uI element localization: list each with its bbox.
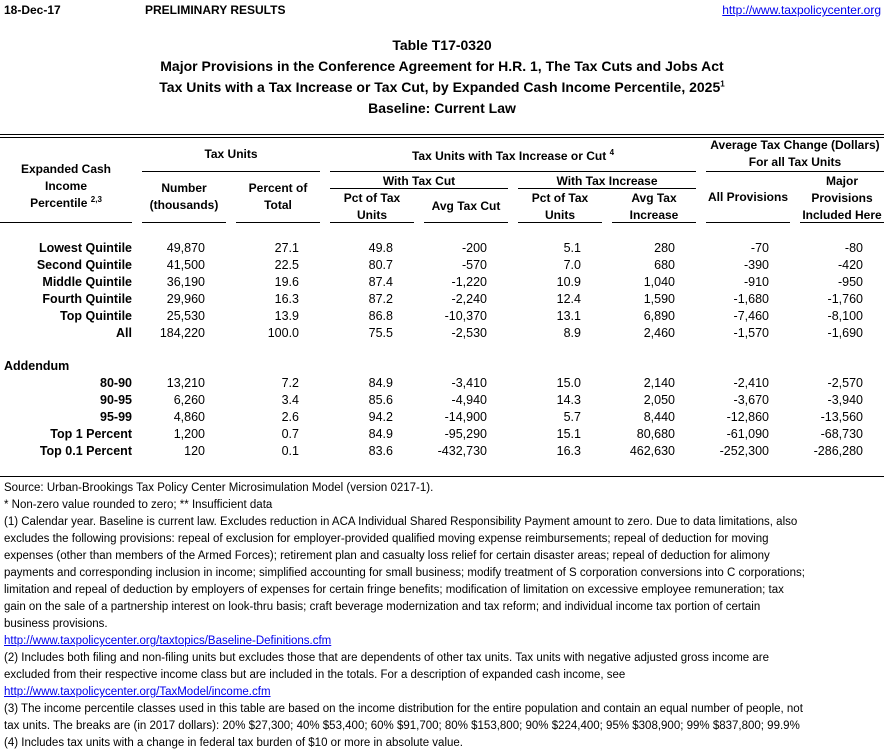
cell-cut-avg: -570 <box>461 258 487 272</box>
cell-inc-pct: 16.3 <box>556 444 581 458</box>
note-1-line: limitation and repeal of deduction by employers of expenses for certain fringe benefits; modification of limitation on excessive employee remuneration; tax <box>4 584 784 596</box>
cell-number: 6,260 <box>173 393 205 407</box>
table-row <box>0 443 884 460</box>
cell-all: -1,680 <box>733 292 769 306</box>
cell-inc-avg: 2,460 <box>643 326 675 340</box>
cell-cut-pct: 94.2 <box>368 410 393 424</box>
bottom-rule <box>0 476 884 477</box>
report-status: PRELIMINARY RESULTS <box>145 3 286 17</box>
cell-inc-pct: 14.3 <box>556 393 581 407</box>
cell-cut-avg: -10,370 <box>444 309 487 323</box>
rule <box>706 171 884 172</box>
cell-major: -68,730 <box>820 427 863 441</box>
note-4: (4) Includes tax units with a change in federal tax burden of $10 or more in absolute value. <box>4 737 463 749</box>
rule <box>330 188 508 189</box>
cell-number: 49,870 <box>166 241 205 255</box>
cell-number: 41,500 <box>166 258 205 272</box>
baseline-definitions-link[interactable]: http://www.taxpolicycenter.org/taxtopics/Baseline-Definitions.cfm <box>4 635 332 647</box>
rule <box>330 171 696 172</box>
cell-number: 36,190 <box>166 275 205 289</box>
table-row <box>0 257 884 274</box>
rule <box>612 222 696 223</box>
footnotes <box>4 480 882 749</box>
cell-inc-avg: 8,440 <box>643 410 675 424</box>
cell-all: -2,410 <box>733 376 769 390</box>
rule <box>142 222 226 223</box>
cell-cut-avg: -14,900 <box>444 410 487 424</box>
row-label: Top 0.1 Percent <box>39 444 132 458</box>
cell-number: 120 <box>184 444 205 458</box>
title-line-2: Tax Units with a Tax Increase or Tax Cut, by Expanded Cash Income Percentile, 2025$^1$ <box>159 79 725 95</box>
cell-cut-avg: -1,220 <box>451 275 487 289</box>
major-provisions-header: Major Provisions Included Here <box>802 174 882 222</box>
report-date: 18-Dec-17 <box>4 3 61 17</box>
cut-pct-units-header: Pct of Tax Units <box>343 191 401 222</box>
table-row <box>0 375 884 392</box>
cell-cut-pct: 80.7 <box>368 258 393 272</box>
cell-number: 1,200 <box>173 427 205 441</box>
note-1-line: excludes the following provisions: repeal of exclusion for employer-provided qualified moving expense reimbursements; repeal of deduction for moving <box>4 533 769 545</box>
cell-inc-avg: 2,050 <box>643 393 675 407</box>
table-row <box>0 291 884 308</box>
tax-units-group-header: Tax Units <box>204 147 258 161</box>
cell-cut-pct: 84.9 <box>368 376 393 390</box>
cell-number: 13,210 <box>166 376 205 390</box>
cell-cut-avg: -4,940 <box>451 393 487 407</box>
table-row <box>0 240 884 257</box>
cell-cut-pct: 85.6 <box>368 393 393 407</box>
all-provisions-header: All Provisions <box>707 190 789 204</box>
row-label: 90-95 <box>100 393 132 407</box>
cell-cut-pct: 87.4 <box>368 275 393 289</box>
cell-major: -13,560 <box>820 410 863 424</box>
cell-pct-total: 100.0 <box>267 326 299 340</box>
cell-major: -1,690 <box>827 326 863 340</box>
cell-major: -3,940 <box>827 393 863 407</box>
row-label: Top 1 Percent <box>50 427 132 441</box>
percent-total-header: Percent of Total <box>248 181 308 212</box>
header-url-link[interactable]: http://www.taxpolicycenter.org <box>722 3 881 17</box>
cell-inc-pct: 15.1 <box>556 427 581 441</box>
cell-major: -2,570 <box>827 376 863 390</box>
cell-cut-avg: -432,730 <box>437 444 487 458</box>
cell-cut-avg: -2,240 <box>451 292 487 306</box>
cell-pct-total: 16.3 <box>274 292 299 306</box>
cell-major: -286,280 <box>813 444 863 458</box>
avg-tax-change-group-header: Average Tax Change (Dollars) For all Tax Units <box>710 138 880 169</box>
table-row <box>0 392 884 409</box>
note-3-line: tax units. The breaks are (in 2017 dollars): 20% $27,300; 40% $53,400; 60% $91,700; 80% $153,800; 90% $224,400; 95% $308,900; 99% $837,800; 99.9% <box>4 720 800 732</box>
cell-pct-total: 0.1 <box>281 444 299 458</box>
number-header: Number (thousands) <box>149 181 219 212</box>
cell-pct-total: 7.2 <box>281 376 299 390</box>
cell-inc-avg: 1,040 <box>643 275 675 289</box>
cell-inc-pct: 5.1 <box>563 241 581 255</box>
cell-major: -420 <box>837 258 863 272</box>
row-label: All <box>116 326 132 340</box>
cell-all: -3,670 <box>733 393 769 407</box>
cell-cut-pct: 75.5 <box>368 326 393 340</box>
cell-cut-pct: 49.8 <box>368 241 393 255</box>
rule <box>518 222 602 223</box>
cell-cut-pct: 83.6 <box>368 444 393 458</box>
note-3-line: (3) The income percentile classes used in this table are based on the income distribution for the entire population and contain an equal number of people, not <box>4 703 803 715</box>
cell-number: 4,860 <box>173 410 205 424</box>
cell-all: -61,090 <box>726 427 769 441</box>
cell-inc-avg: 680 <box>654 258 675 272</box>
row-label: 95-99 <box>100 410 132 424</box>
cell-inc-avg: 80,680 <box>636 427 675 441</box>
cell-pct-total: 2.6 <box>281 410 299 424</box>
cell-all: -252,300 <box>719 444 769 458</box>
source-note: Source: Urban-Brookings Tax Policy Center Microsimulation Model (version 0217-1). <box>4 482 434 494</box>
rule <box>142 171 320 172</box>
cell-inc-pct: 8.9 <box>563 326 581 340</box>
addendum-label: Addendum <box>4 359 70 373</box>
title-line-1: Major Provisions in the Conference Agreement for H.R. 1, The Tax Cuts and Jobs Act <box>160 58 724 74</box>
cell-inc-avg: 1,590 <box>643 292 675 306</box>
cell-pct-total: 27.1 <box>274 241 299 255</box>
rule <box>330 222 414 223</box>
cell-major: -1,760 <box>827 292 863 306</box>
income-definition-link[interactable]: http://www.taxpolicycenter.org/TaxModel/income.cfm <box>4 686 271 698</box>
avg-tax-increase-header: Avg Tax Increase <box>629 191 679 222</box>
title-line-3: Baseline: Current Law <box>368 100 516 116</box>
cell-cut-avg: -95,290 <box>444 427 487 441</box>
cell-cut-pct: 84.9 <box>368 427 393 441</box>
note-1-line: (1) Calendar year. Baseline is current law. Excludes reduction in ACA Individual Shared Responsibility Payment amount to zero. Due to data limitations, also <box>4 516 798 528</box>
cell-cut-pct: 86.8 <box>368 309 393 323</box>
increase-cut-group-header: Tax Units with Tax Increase or Cut $^4$ <box>411 148 615 163</box>
note-1-line: business provisions. <box>4 618 108 630</box>
cell-inc-pct: 5.7 <box>563 410 581 424</box>
cell-inc-pct: 10.9 <box>556 275 581 289</box>
top-rule <box>0 134 884 135</box>
rule <box>518 188 696 189</box>
row-label: Middle Quintile <box>42 275 132 289</box>
cell-pct-total: 0.7 <box>281 427 299 441</box>
note-2-line: (2) Includes both filing and non-filing units but excludes those that are dependents of other tax units. Tax units with negative adjusted gross income are <box>4 652 770 664</box>
cell-pct-total: 19.6 <box>274 275 299 289</box>
cell-inc-pct: 12.4 <box>556 292 581 306</box>
rule <box>236 222 320 223</box>
row-label: Top Quintile <box>60 309 132 323</box>
table-row <box>0 325 884 342</box>
cell-all: -910 <box>743 275 769 289</box>
cell-all: -70 <box>750 241 769 255</box>
percentile-header: Expanded Cash Income Percentile $^{2,3}$ <box>20 162 112 210</box>
cell-number: 29,960 <box>166 292 205 306</box>
with-tax-cut-header: With Tax Cut <box>382 174 456 188</box>
row-label: Second Quintile <box>36 258 132 272</box>
rule <box>424 222 508 223</box>
cell-all: -390 <box>743 258 769 272</box>
cell-all: -1,570 <box>733 326 769 340</box>
note-2-line: excluded from their respective income class but are included in the totals. For a description of expanded cash income, see <box>4 669 626 681</box>
cell-pct-total: 13.9 <box>274 309 299 323</box>
cell-major: -950 <box>837 275 863 289</box>
note-1-line: payments and corresponding inclusion in income; simplified accounting for small business; modify treatment of S corporation conversions into C corporations; <box>4 567 805 579</box>
rule <box>706 222 790 223</box>
cell-inc-avg: 280 <box>654 241 675 255</box>
table-id: Table T17-0320 <box>392 37 492 53</box>
row-label: Fourth Quintile <box>42 292 132 306</box>
cell-cut-avg: -200 <box>461 241 487 255</box>
note-1-line: expenses (other than members of the Armed Forces); retirement plan and casualty loss relief for certain disaster areas; repeal of deduction for alimony <box>4 550 770 562</box>
cell-cut-avg: -3,410 <box>451 376 487 390</box>
cell-all: -7,460 <box>733 309 769 323</box>
cell-inc-avg: 462,630 <box>629 444 675 458</box>
cell-number: 184,220 <box>159 326 205 340</box>
cell-inc-avg: 2,140 <box>643 376 675 390</box>
cell-inc-pct: 13.1 <box>556 309 581 323</box>
cell-major: -80 <box>844 241 863 255</box>
row-label: 80-90 <box>100 376 132 390</box>
cell-inc-avg: 6,890 <box>643 309 675 323</box>
table-row <box>0 308 884 325</box>
cell-pct-total: 3.4 <box>281 393 299 407</box>
table-row <box>0 274 884 291</box>
with-tax-increase-header: With Tax Increase <box>556 174 658 188</box>
cell-major: -8,100 <box>827 309 863 323</box>
cell-cut-avg: -2,530 <box>451 326 487 340</box>
table-row <box>0 426 884 443</box>
cell-inc-pct: 7.0 <box>563 258 581 272</box>
legend-note: * Non-zero value rounded to zero; ** Insufficient data <box>4 499 273 511</box>
cell-pct-total: 22.5 <box>274 258 299 272</box>
rule <box>800 222 884 223</box>
cell-inc-pct: 15.0 <box>556 376 581 390</box>
inc-pct-units-header: Pct of Tax Units <box>531 191 589 222</box>
note-1-line: gain on the sale of a partnership interest on look-thru basis; craft beverage modernization and tax reform; and individual income tax portion of certain <box>4 601 761 613</box>
cell-cut-pct: 87.2 <box>368 292 393 306</box>
table-row <box>0 409 884 426</box>
rule <box>0 222 132 223</box>
cell-all: -12,860 <box>726 410 769 424</box>
cell-number: 25,530 <box>166 309 205 323</box>
row-label: Lowest Quintile <box>38 241 132 255</box>
avg-tax-cut-header: Avg Tax Cut <box>431 199 501 213</box>
